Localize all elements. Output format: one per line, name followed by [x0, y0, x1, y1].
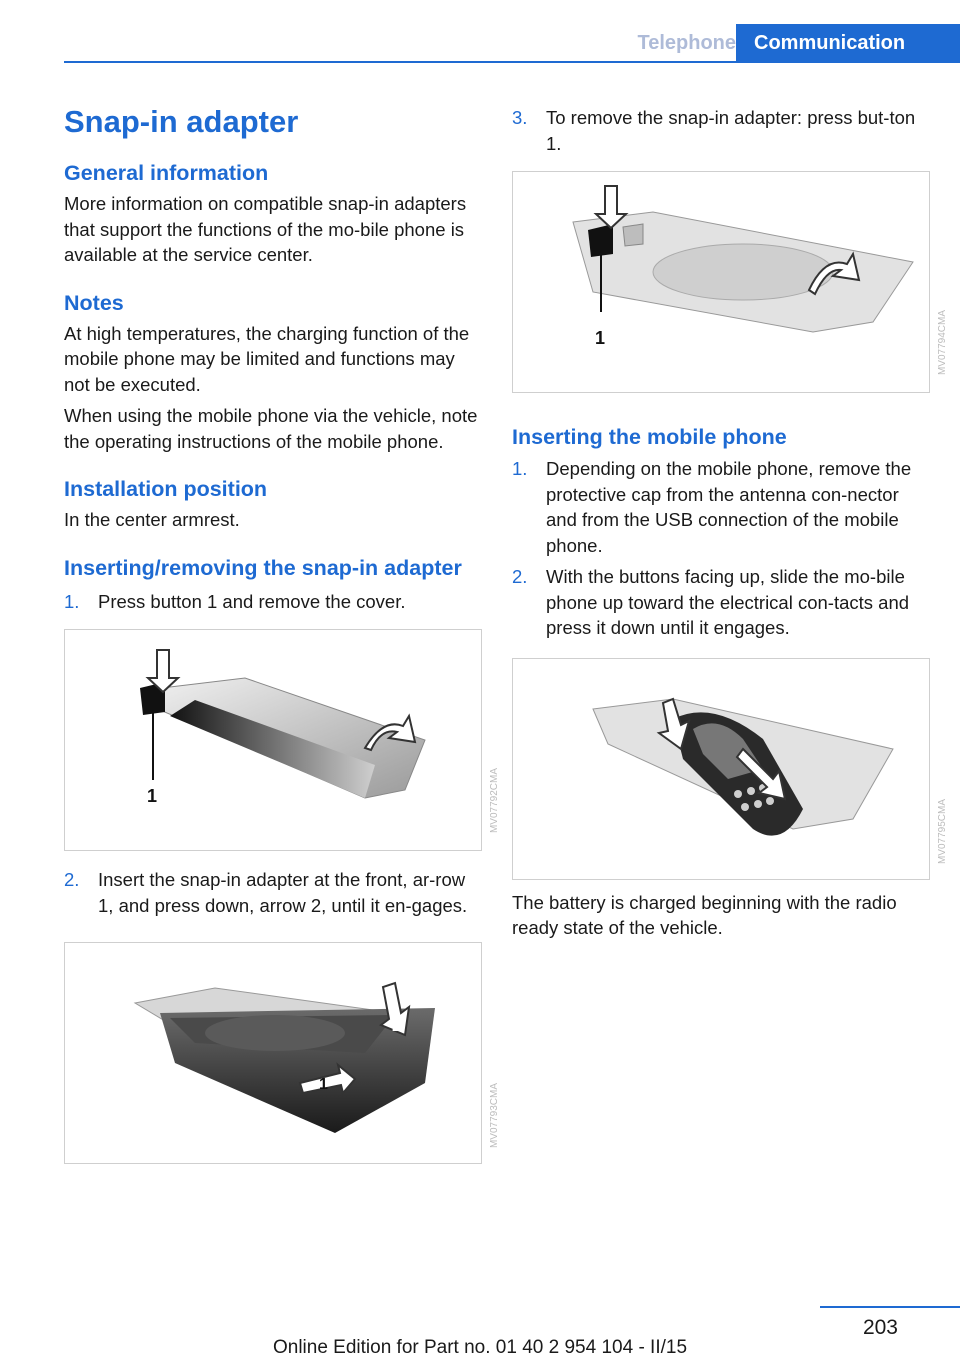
phone-insert-illustration: [513, 659, 929, 879]
step-text: Depending on the mobile phone, remove the protective cap from the antenna con‐nector and from the USB connection of the mobile phone.: [546, 458, 912, 556]
figure-code: MV07794CMA: [937, 310, 948, 376]
header-rule: [64, 61, 960, 63]
notes-paragraph-1: At high temperatures, the charging function of the mobile phone may be limited and functions may not be executed.: [64, 322, 470, 395]
step-text: To remove the snap-in adapter: press but‐ton 1.: [546, 107, 916, 154]
step-number: 1.: [64, 590, 80, 612]
step-text: Insert the snap-in adapter at the front, ar‐row 1, and press down, arrow 2, until it en‐gages.: [98, 869, 468, 916]
figure-code: MV07792CMA: [489, 768, 500, 834]
figure-remove-cover: [64, 629, 500, 851]
footer-rule: [820, 1306, 960, 1308]
figure-remove-adapter: [512, 171, 948, 393]
phone-heading: Inserting the mobile phone: [512, 425, 787, 449]
left-column: [64, 100, 500, 1164]
adapter-remove-illustration: [513, 172, 929, 392]
figure-code: MV07795CMA: [937, 798, 948, 864]
phone-step-2: [512, 564, 930, 641]
figure-callout-1: 1: [595, 328, 606, 348]
step-2: [64, 867, 484, 918]
right-column: [512, 100, 948, 941]
step-1: [64, 589, 484, 615]
page-header: [0, 24, 960, 62]
figure-callout-1: 1: [319, 1076, 328, 1093]
phone-step-1: [512, 456, 930, 558]
insert-adapter-heading: Inserting/removing the snap-in adapter: [64, 555, 462, 580]
figure-callout-2: 2: [392, 1015, 403, 1035]
figure-callout-1: 1: [147, 786, 158, 806]
step-number: 2.: [512, 566, 528, 587]
battery-text: The battery is charged beginning with the radio ready state of the vehicle.: [512, 891, 897, 938]
general-text: More information on compatible snap-in adapters that support the functions of the mo‐bile phone is available at the service center.: [64, 193, 467, 265]
figure-insert-phone: [512, 658, 948, 880]
chapter-tab: Communication: [736, 24, 960, 62]
step-number: 1.: [512, 458, 528, 479]
installation-text: In the center armrest.: [64, 509, 240, 530]
figure-code: MV07793CMA: [489, 1083, 500, 1149]
notes-paragraph-2: When using the mobile phone via the vehicle, note the operating instructions of the mobile phone.: [64, 405, 478, 452]
step-text: With the buttons facing up, slide the mo‐bile phone up toward the electrical con‐tacts and press it down until it engages.: [546, 566, 910, 638]
general-heading: General information: [64, 161, 269, 185]
adapter-insert-illustration: [65, 943, 481, 1163]
step-text: Press button 1 and remove the cover.: [98, 590, 406, 612]
page-number: 203: [862, 1316, 898, 1339]
notes-heading: Notes: [64, 290, 124, 315]
page-title: Snap-in adapter: [64, 104, 299, 139]
section-label: Telephone: [637, 32, 736, 54]
step-number: 2.: [64, 869, 80, 890]
installation-heading: Installation position: [64, 477, 268, 501]
step-number: 3.: [512, 107, 528, 128]
figure-insert-adapter: [64, 942, 500, 1164]
edition-footer: Online Edition for Part no. 01 40 2 954 104 - II/15: [272, 1337, 688, 1358]
adapter-cover-illustration: [65, 630, 481, 850]
step-3: [512, 105, 930, 156]
